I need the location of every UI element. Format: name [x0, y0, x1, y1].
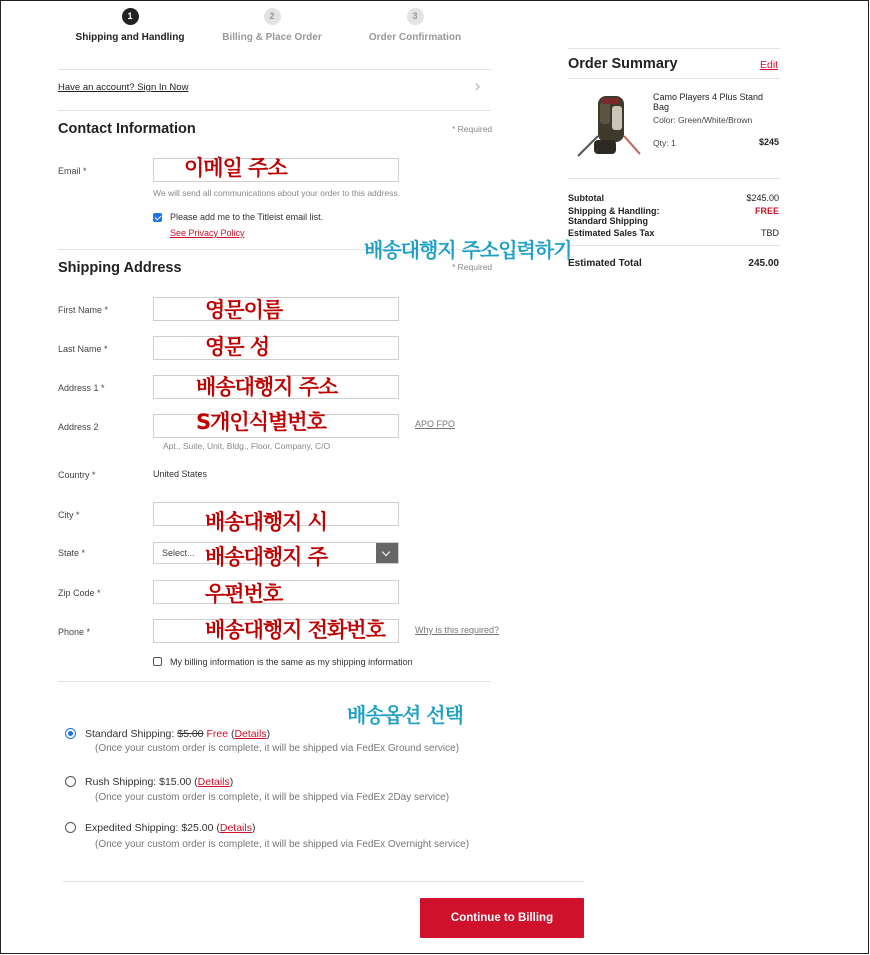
standard-shipping-details-link[interactable]: Details — [234, 728, 267, 740]
rush-shipping-radio[interactable] — [65, 776, 76, 787]
divider — [568, 245, 780, 246]
annotation-zip: 우편번호 — [205, 582, 283, 606]
rush-shipping-option[interactable]: Rush Shipping: $15.00 (Details) — [85, 776, 234, 788]
divider — [58, 110, 491, 111]
email-help-text: We will send all communications about your order to this address. — [153, 188, 400, 198]
phone-why-link[interactable]: Why is this required? — [415, 625, 500, 635]
expedited-shipping-option[interactable]: Expedited Shipping: $25.00 (Details) — [85, 822, 256, 834]
annotation-address1: 배송대행지 주소 — [196, 375, 338, 399]
state-select-value: Select... — [162, 548, 195, 558]
shipping-handling-value: FREE — [754, 206, 779, 216]
address1-label: Address 1 * — [58, 383, 105, 393]
annotation-state: 배송대행지 주 — [205, 545, 328, 569]
address2-label: Address 2 — [58, 422, 99, 432]
divider — [63, 881, 584, 882]
contact-section-title: Contact Information — [58, 121, 196, 137]
order-summary-edit-link[interactable]: Edit — [760, 59, 779, 71]
billing-same-label: My billing information is the same as my shipping information — [170, 657, 413, 667]
expedited-shipping-radio[interactable] — [65, 822, 76, 833]
sales-tax-value: TBD — [761, 228, 779, 238]
product-qty: Qty: 1 — [653, 138, 676, 148]
expedited-shipping-details-link[interactable]: Details — [219, 822, 252, 834]
divider — [58, 69, 491, 70]
rush-shipping-details-link[interactable]: Details — [197, 776, 230, 788]
last-name-input[interactable] — [153, 336, 399, 360]
rush-shipping-name: Rush Shipping: $15.00 — [85, 776, 192, 788]
step-number: 3 — [407, 8, 424, 25]
expedited-shipping-note: (Once your custom order is complete, it will be shipped via FedEx Overnight service) — [95, 839, 470, 850]
product-name: Camo Players 4 Plus Stand Bag — [653, 92, 764, 112]
phone-label: Phone * — [58, 627, 91, 637]
annotation-first-name: 영문이름 — [205, 298, 283, 322]
standard-shipping-radio[interactable] — [65, 728, 76, 739]
shipping-handling-label: Shipping & Handling: Standard Shipping — [568, 206, 660, 226]
annotation-last-name: 영문 성 — [205, 335, 270, 359]
annotation-email: 이메일 주소 — [184, 156, 287, 180]
email-label: Email * — [58, 166, 87, 176]
step-confirmation — [335, 8, 495, 43]
estimated-total-label: Estimated Total — [568, 258, 642, 269]
order-summary-title: Order Summary — [568, 56, 678, 72]
billing-same-checkbox[interactable] — [153, 657, 162, 666]
address2-help-text: Apt., Suite, Unit, Bldg., Floor, Company, C/O — [163, 441, 331, 451]
subtotal-label: Subtotal — [568, 193, 604, 203]
divider — [568, 78, 780, 79]
chevron-down-icon[interactable] — [376, 543, 398, 563]
step-shipping — [50, 8, 210, 43]
country-value: United States — [153, 469, 208, 479]
annotation-phone: 배송대행지 전화번호 — [205, 618, 385, 642]
newsletter-checkbox[interactable] — [153, 213, 162, 222]
expedited-shipping-name: Expedited Shipping: $25.00 — [85, 822, 214, 834]
privacy-policy-link[interactable]: See Privacy Policy — [170, 228, 245, 238]
last-name-label: Last Name * — [58, 344, 108, 354]
country-label: Country * — [58, 470, 96, 480]
product-image — [568, 88, 648, 160]
rush-shipping-note: (Once your custom order is complete, it will be shipped via FedEx 2Day service) — [95, 792, 450, 803]
estimated-total-value: 245.00 — [748, 258, 779, 269]
step-label: Billing & Place Order — [222, 32, 322, 43]
standard-shipping-note: (Once your custom order is complete, it will be shipped via FedEx Ground service) — [95, 743, 460, 754]
step-label: Shipping and Handling — [75, 32, 185, 43]
continue-to-billing-button[interactable]: Continue to Billing — [420, 898, 584, 938]
step-number: 2 — [264, 8, 281, 25]
first-name-label: First Name * — [58, 305, 109, 315]
sales-tax-label: Estimated Sales Tax — [568, 228, 655, 238]
standard-shipping-price: Free — [206, 728, 229, 740]
annotation-shipping-option: 배송옵션 선택 — [347, 703, 463, 727]
annotation-shipping-address: 배송대행지 주소입력하기 — [364, 238, 572, 262]
product-price: $245 — [758, 137, 779, 147]
subtotal-value: $245.00 — [746, 193, 779, 203]
zip-label: Zip Code * — [58, 588, 101, 598]
shipping-section-title: Shipping Address — [58, 260, 182, 276]
product-color: Color: Green/White/Brown — [653, 115, 753, 125]
step-label: Order Confirmation — [368, 32, 462, 43]
state-label: State * — [58, 548, 86, 558]
apo-fpo-link[interactable]: APO FPO — [415, 419, 456, 429]
chevron-right-icon[interactable]: › — [474, 76, 482, 97]
standard-shipping-old-price: $5.00 — [177, 728, 204, 740]
standard-shipping-name: Standard Shipping: — [85, 728, 175, 740]
city-label: City * — [58, 510, 80, 520]
required-note: * Required — [452, 262, 493, 272]
step-number: 1 — [122, 8, 139, 25]
required-note: * Required — [452, 124, 493, 134]
annotation-address2: S개인식별번호 — [196, 410, 326, 434]
divider — [568, 178, 780, 179]
sign-in-link[interactable]: Have an account? Sign In Now — [58, 82, 189, 93]
standard-shipping-option[interactable]: Standard Shipping: $5.00 Free (Details) — [85, 728, 271, 740]
newsletter-label: Please add me to the Titleist email list. — [170, 212, 324, 222]
annotation-city: 배송대행지 시 — [205, 510, 328, 534]
divider — [568, 48, 780, 49]
divider — [58, 681, 491, 682]
step-billing — [192, 8, 352, 43]
